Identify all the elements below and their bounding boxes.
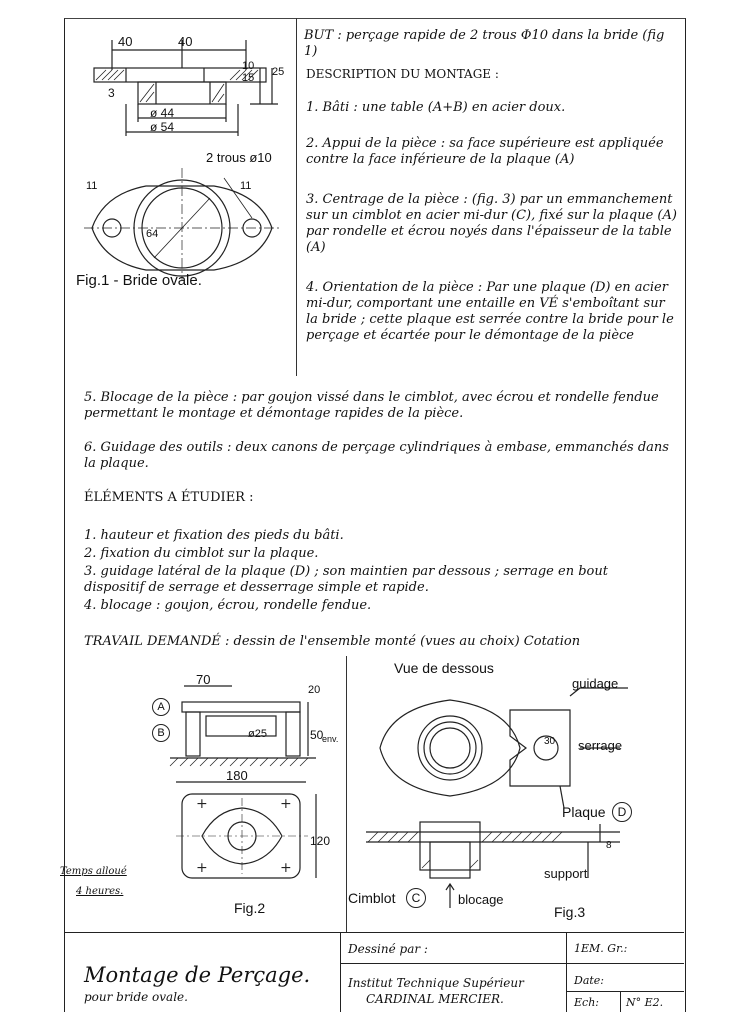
element-2: 2. fixation du cimblot sur la plaque. (84, 546, 319, 561)
tb-classe: 1EM. Gr.: (574, 942, 628, 955)
fig2-caption: Fig.2 (234, 900, 266, 916)
item-5-label: Blocage de la pièce : (100, 390, 238, 405)
item-4 (306, 280, 678, 344)
fig3-plaque-mark: D (612, 802, 632, 822)
fig3-caption: Fig.3 (554, 904, 586, 920)
tb-institut2: CARDINAL MERCIER. (366, 992, 504, 1006)
svg-text:+: + (196, 796, 208, 812)
fig2-mark-b: B (152, 724, 170, 742)
tb-num: N° E2. (626, 996, 664, 1009)
figure-divider (346, 656, 347, 932)
item-4-text: Par une plaque (D) en acier mi-dur, comportant une entaille en VÉ s'emboîtant sur la bride ; cette plaque est serrée contre la bride pour le perçage et écartée pour le démontage de la pièce (306, 280, 674, 343)
tb-subtitle: pour bride ovale. (84, 990, 188, 1004)
fig2-drawing (146, 658, 346, 918)
fig2-dim-180: 180 (226, 768, 248, 783)
fig1-r11a: 11 (86, 180, 98, 192)
temps-line2: 4 heures. (76, 886, 124, 897)
tb-row-1 (340, 963, 684, 964)
element-1: 1. hauteur et fixation des pieds du bâti. (84, 528, 344, 543)
item-3 (306, 192, 678, 256)
title-block (64, 932, 684, 1012)
but-line: BUT : perçage rapide de 2 trous Φ10 dans la bride (fig 1) (304, 28, 665, 59)
tb-col-3 (620, 991, 621, 1012)
tb-date: Date: (574, 974, 605, 987)
item-2-label: Appui de la pièce : (322, 136, 446, 151)
fig3-cimblot: Cimblot (348, 890, 396, 906)
item-5-text: par goujon vissé dans le cimblot, avec écrou et rondelle fendue permettant le montage et démontage rapides de la pièce. (84, 390, 659, 421)
svg-text:+: + (196, 860, 208, 876)
item-1-num: 1. (306, 100, 319, 115)
fig1-r11b: 11 (240, 180, 252, 192)
fig2-dim-70: 70 (196, 672, 211, 687)
fig1-caption: Fig.1 - Bride ovale. (76, 272, 202, 289)
item-4-num: 4. (306, 280, 319, 295)
top-column-divider (296, 18, 297, 376)
item-6 (84, 440, 678, 472)
fig1-dim-40b: 40 (178, 34, 193, 49)
fig3-plaque: Plaque (562, 804, 606, 820)
fig1-d64: 64 (146, 228, 159, 240)
fig3-cimblot-mark: C (406, 888, 426, 908)
fig3-vue-label: Vue de dessous (394, 660, 494, 676)
item-3-label: Centrage de la pièce : (322, 192, 468, 207)
fig3-support: support (544, 866, 588, 881)
fig3-dim-8: 8 (606, 840, 612, 851)
fig2-dim-env: env. (322, 734, 339, 744)
item-1-text: une table (A+B) en acier doux. (361, 100, 566, 115)
item-5-num: 5. (84, 390, 97, 405)
item-5 (84, 390, 678, 422)
item-2 (306, 136, 678, 168)
tb-title: Montage de Perçage. (84, 963, 311, 987)
element-4: 4. blocage : goujon, écrou, rondelle fendue. (84, 598, 372, 613)
fig3-blocage: blocage (458, 892, 504, 907)
elements-title: ÉLÉMENTS A ÉTUDIER : (84, 490, 254, 505)
svg-text:+: + (280, 860, 292, 876)
item-2-text: sa face supérieure est appliquée contre la face inférieure de la plaque (A) (306, 136, 664, 167)
fig2-dim-50: 50 (310, 728, 324, 742)
tb-dessine-par: Dessiné par : (348, 942, 428, 956)
fig1-dim-54: ø 54 (150, 120, 175, 134)
fig2-dim-20: 20 (308, 684, 321, 696)
fig3-serrage: serrage (578, 738, 623, 753)
fig1-dim-10: 10 (242, 60, 255, 72)
element-3: 3. guidage latéral de la plaque (D) ; son maintien par dessous ; serrage en bout dispositif de serrage et desserrage simple et rapide. (84, 564, 608, 595)
fig3-dim-30: 30 (544, 736, 556, 747)
fig1-dim-40a: 40 (118, 34, 133, 49)
item-2-num: 2. (306, 136, 319, 151)
item-3-num: 3. (306, 192, 319, 207)
travail-demande: TRAVAIL DEMANDÉ : dessin de l'ensemble monté (vues au choix) Cotation (84, 634, 581, 649)
svg-text:+: + (280, 796, 292, 812)
tb-col-2 (566, 933, 567, 1012)
description-title: DESCRIPTION DU MONTAGE : (306, 67, 499, 81)
tb-row-2 (566, 991, 684, 992)
fig2-dim-120: 120 (310, 834, 331, 848)
item-6-text: deux canons de perçage cylindriques à embase, emmanchés dans la plaque. (84, 440, 669, 471)
fig2-dim-25: ø25 (248, 728, 267, 740)
fig3-guidage: guidage (572, 676, 619, 691)
item-6-num: 6. (84, 440, 97, 455)
fig1-dim-3: 3 (108, 86, 115, 100)
temps-line1: Temps alloué (60, 866, 127, 877)
fig1-dim-44: ø 44 (150, 106, 175, 120)
tb-col-1 (340, 933, 341, 1012)
tb-ech: Ech: (574, 996, 599, 1009)
item-6-label: Guidage des outils : (100, 440, 232, 455)
tb-institut1: Institut Technique Supérieur (348, 976, 524, 990)
fig2-mark-a: A (152, 698, 170, 716)
item-1 (306, 100, 678, 116)
fig1-holes-label: 2 trous ø10 (206, 150, 272, 165)
item-1-label: Bâti : (322, 100, 358, 115)
fig1-dim-15: 15 (242, 72, 255, 84)
item-4-label: Orientation de la pièce : (322, 280, 483, 295)
item-3-text: (fig. 3) par un emmanchement sur un cimblot en acier mi-dur (C), fixé sur la plaque (A) par rondelle et écrou noyés dans l'épaisseur de la table (A) (306, 192, 677, 255)
fig1-dim-25: 25 (272, 66, 285, 78)
